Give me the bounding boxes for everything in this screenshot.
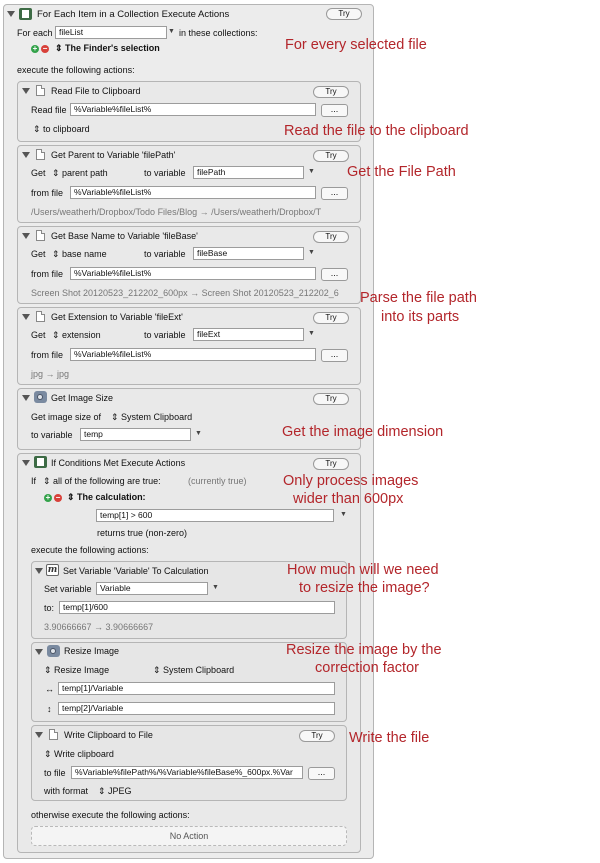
annotation-parse-2: into its parts [381,309,460,325]
annotation-dimension: Get the image dimension [282,424,444,440]
get-ext-preview: jpg → jpg [31,369,70,379]
resize-source-selector[interactable]: ⇕ System Clipboard [153,665,235,675]
write-clip-try-button[interactable]: Try [299,730,335,742]
get-ext-var-dropdown-icon[interactable]: ▼ [308,330,315,337]
document-icon [36,85,45,96]
get-parent-title: Get Parent to Variable 'filePath' [51,150,176,160]
if-title: If Conditions Met Execute Actions [51,458,186,468]
get-base-kind-label: base name [62,249,107,259]
gear-icon [34,391,47,403]
get-ext-to-var-label: to variable [144,330,186,340]
image-size-try-button[interactable]: Try [313,393,349,405]
foreach-icon [19,8,32,20]
image-size-var-field[interactable]: temp [80,428,191,441]
resize-disclosure-icon[interactable] [35,649,43,655]
set-var-label: Set variable [44,584,92,594]
image-size-get-label: Get image size of [31,412,102,422]
no-action-drop-zone[interactable]: No Action [31,826,347,846]
get-parent-disclosure-icon[interactable] [22,152,30,158]
image-size-source-label: System Clipboard [121,412,193,422]
annotation-every-file: For every selected file [285,37,427,53]
get-parent-from-label: from file [31,188,64,198]
read-file-disclosure-icon[interactable] [22,88,30,94]
condition-type-selector[interactable]: ⇕ The calculation: [67,492,146,502]
write-clip-title: Write Clipboard to File [64,730,153,740]
get-base-path-field[interactable]: %Variable%fileList% [70,267,316,280]
image-size-disclosure-icon[interactable] [22,395,30,401]
image-size-source-selector[interactable]: ⇕ System Clipboard [111,412,193,422]
annotation-only-2: wider than 600px [293,491,404,507]
annotation-howmuch-2: to resize the image? [299,580,430,596]
if-mode-label: all of the following are true: [53,476,161,486]
read-file-try-button[interactable]: Try [313,86,349,98]
foreach-disclosure-icon[interactable] [7,11,15,17]
get-parent-var-dropdown-icon[interactable]: ▼ [308,168,315,175]
write-clip-browse-button[interactable]: ... [308,767,335,780]
set-var-preview: 3.90666667 → 3.90666667 [44,622,154,632]
foreach-variable-dropdown-icon[interactable]: ▼ [168,28,175,35]
resize-height-field[interactable]: temp[2]/Variable [58,702,335,715]
set-var-var-dropdown-icon[interactable]: ▼ [212,584,219,591]
image-size-var-dropdown-icon[interactable]: ▼ [195,430,202,437]
document-icon [36,230,45,241]
foreach-title: For Each Item in a Collection Execute Actions [37,9,230,20]
image-size-to-var-label: to variable [31,430,73,440]
read-file-label: Read file [31,105,67,115]
collection-selector[interactable]: ⇕ The Finder's selection [55,43,160,53]
set-var-var-field[interactable]: Variable [96,582,208,595]
get-ext-kind-label: extension [62,330,101,340]
add-condition-icon[interactable]: + [45,493,51,502]
condition-type-label: The calculation: [77,492,146,502]
get-parent-path-field[interactable]: %Variable%fileList% [70,186,316,199]
read-file-destination-label: to clipboard [43,124,90,134]
read-file-title: Read File to Clipboard [51,86,141,96]
get-ext-title: Get Extension to Variable 'fileExt' [51,312,183,322]
get-ext-disclosure-icon[interactable] [22,314,30,320]
set-var-disclosure-icon[interactable] [35,568,43,574]
annotation-file-path: Get the File Path [347,164,456,180]
write-clip-to-file-label: to file [44,768,66,778]
annotation-resize-2: correction factor [315,660,419,676]
if-result-label: returns true (non-zero) [97,528,188,538]
get-base-to-var-label: to variable [144,249,186,259]
foreach-try-button[interactable]: Try [326,8,362,20]
get-parent-kind-label: parent path [62,168,108,178]
get-parent-get-label: Get [31,168,46,178]
in-collections-label: in these collections: [179,28,258,38]
if-mode-selector[interactable]: ⇕ all of the following are true: [43,476,161,486]
if-calc-dropdown-icon[interactable]: ▼ [340,511,347,518]
get-parent-browse-button[interactable]: ... [321,187,348,200]
get-ext-var-field[interactable]: fileExt [193,328,304,341]
get-base-preview: Screen Shot 20120523_212202_600px → Screen Shot 20120523_212202_6 [31,288,339,298]
resize-action-selector[interactable]: ⇕ Resize Image [44,665,110,675]
if-status-label: (currently true) [188,476,247,486]
write-clip-format-label: with format [44,786,89,796]
remove-collection-icon[interactable]: − [42,44,48,53]
get-ext-get-label: Get [31,330,46,340]
write-clip-action-label: Write clipboard [54,749,114,759]
read-file-browse-button[interactable]: ... [321,104,348,117]
get-ext-browse-button[interactable]: ... [321,349,348,362]
write-clip-path-field[interactable]: %Variable%filePath%/%Variable%fileBase%_600px.%Var [71,766,303,779]
annotation-parse-1: Parse the file path [360,290,477,306]
read-file-path-field[interactable]: %Variable%fileList% [70,103,316,116]
image-size-title: Get Image Size [51,393,114,403]
set-var-to-label: to: [44,603,55,613]
get-ext-from-label: from file [31,350,64,360]
resize-action-label: Resize Image [54,665,110,675]
if-execute-label: execute the following actions: [31,545,149,555]
otherwise-label: otherwise execute the following actions: [31,810,190,820]
document-icon [49,729,58,740]
if-action-icon [34,456,47,468]
get-base-get-label: Get [31,249,46,259]
annotation-only-1: Only process images [283,473,419,489]
foreach-variable-field[interactable]: fileList [55,26,167,39]
gear-icon [47,645,60,657]
write-clip-disclosure-icon[interactable] [35,732,43,738]
get-parent-kind-selector[interactable]: ⇕ parent path [52,168,108,178]
if-calc-field[interactable]: temp[1] > 600 [96,509,334,522]
get-ext-path-field[interactable]: %Variable%fileList% [70,348,316,361]
set-var-calc-field[interactable]: temp[1]/600 [59,601,335,614]
read-file-destination[interactable]: ⇕ to clipboard [33,124,90,134]
if-disclosure-icon[interactable] [22,460,30,466]
document-icon [36,149,45,160]
get-parent-var-field[interactable]: filePath [193,166,304,179]
collection-label: The Finder's selection [65,43,160,53]
get-base-try-button[interactable]: Try [313,231,349,243]
get-parent-to-var-label: to variable [144,168,186,178]
get-base-kind-selector[interactable]: ⇕ base name [52,249,107,259]
set-var-title: Set Variable 'Variable' To Calculation [63,566,209,576]
add-collection-icon[interactable]: + [32,44,38,53]
annotation-howmuch-1: How much will we need [287,562,439,578]
get-base-var-dropdown-icon[interactable]: ▼ [308,249,315,256]
write-clip-format-selector[interactable]: ⇕ JPEG [98,786,132,796]
height-arrows-icon: ↕ [47,704,52,714]
if-try-button[interactable]: Try [313,458,349,470]
width-arrows-icon: ↔ [45,684,54,694]
get-base-browse-button[interactable]: ... [321,268,348,281]
foreach-execute-label: execute the following actions: [17,65,135,75]
annotation-resize-1: Resize the image by the [286,642,442,658]
annotation-read-clipboard: Read the file to the clipboard [284,123,469,139]
get-base-var-field[interactable]: fileBase [193,247,304,260]
get-base-title: Get Base Name to Variable 'fileBase' [51,231,198,241]
write-clip-action-selector[interactable]: ⇕ Write clipboard [44,749,114,759]
write-clip-format-value: JPEG [108,786,132,796]
if-label: If [31,476,37,486]
get-base-disclosure-icon[interactable] [22,233,30,239]
get-ext-kind-selector[interactable]: ⇕ extension [52,330,101,340]
get-ext-try-button[interactable]: Try [313,312,349,324]
resize-width-field[interactable]: temp[1]/Variable [58,682,335,695]
document-icon [36,311,45,322]
get-parent-preview: /Users/weatherh/Dropbox/Todo Files/Blog → /Users/weatherh/Dropbox/T [31,207,322,217]
calculator-m-icon: m [47,565,58,575]
for-each-label: For each [17,28,53,38]
get-parent-try-button[interactable]: Try [313,150,349,162]
annotation-write: Write the file [349,730,430,746]
resize-source-label: System Clipboard [163,665,235,675]
resize-title: Resize Image [64,646,120,656]
remove-condition-icon[interactable]: − [55,493,61,502]
get-base-from-label: from file [31,269,64,279]
